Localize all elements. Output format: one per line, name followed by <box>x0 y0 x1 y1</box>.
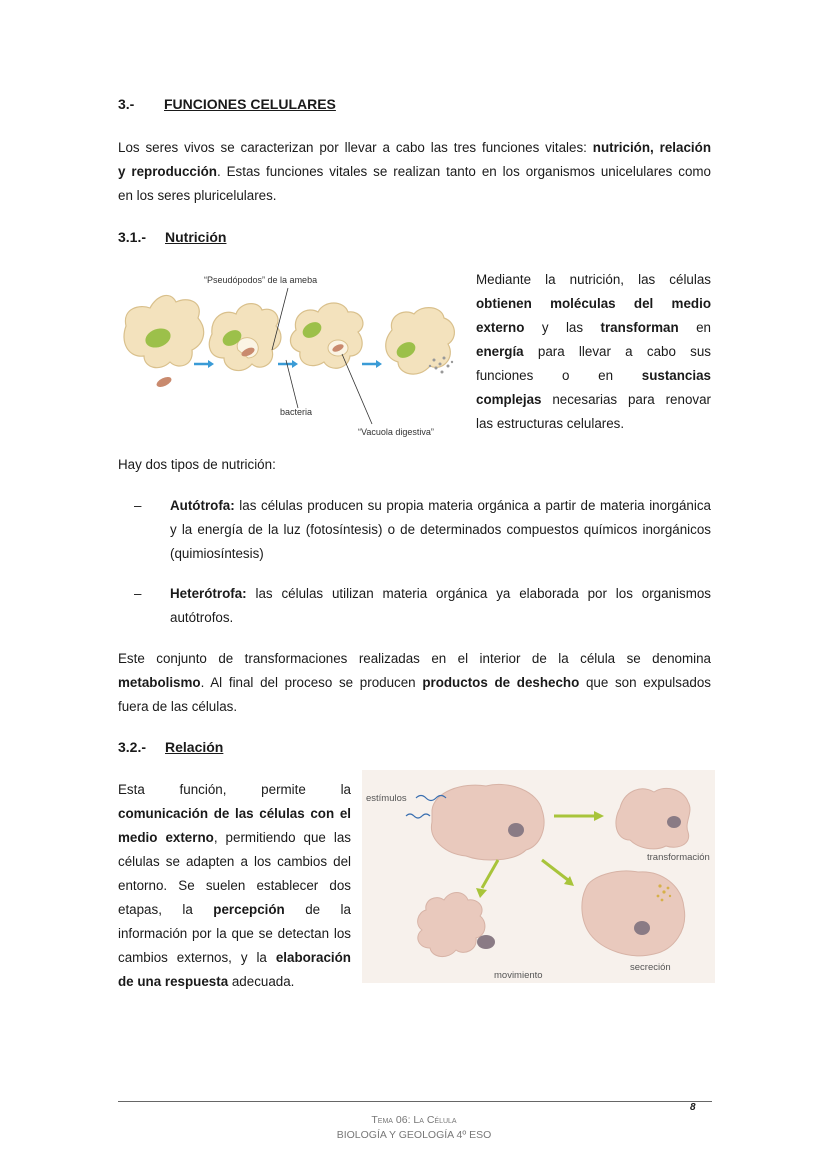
autotrofa-line-2: y la energía de la luz (fotosíntesis) o de determinados compuestos químicos inorgánicos <box>170 522 711 537</box>
text-line: energía para llevar a cabo sus <box>476 344 711 359</box>
nucleus-transformation <box>667 816 681 828</box>
amoeba-cell-4 <box>386 308 455 375</box>
amoeba-cell-2 <box>209 304 281 371</box>
text-line: complejas necesarias para renovar <box>476 392 711 407</box>
nucleus-secretion <box>634 921 650 935</box>
text-line: información por la que se detectan los <box>118 926 351 941</box>
subsection-heading-relacion: 3.2.- Relación <box>118 739 224 755</box>
label-bacteria: bacteria <box>280 407 313 417</box>
metab-line-2: metabolismo. Al final del proceso se producen productos de deshecho que son expulsados <box>118 675 712 690</box>
section-title: FUNCIONES CELULARES <box>164 96 336 112</box>
intro-line-1: Los seres vivos se caracterizan por llevar a cabo las tres funciones vitales: nutrición, relación <box>118 140 712 155</box>
text-line: las estructuras celulares. <box>476 416 625 431</box>
footer-subject: BIOLOGÍA Y GEOLOGÍA 4º ESO <box>336 1129 492 1141</box>
heterotrofa-line-2: autótrofos. <box>170 610 234 625</box>
text-line: de una respuesta adecuada. <box>118 974 295 989</box>
heterotrofa-line-1: Heterótrofa: las células utilizan materia orgánica ya elaborada por los organismos <box>170 586 711 601</box>
section-heading <box>118 96 336 112</box>
label-pseudopodos: “Pseudópodos” de la ameba <box>204 275 318 285</box>
text-line: Esta función, permite la <box>118 782 351 797</box>
nucleus-top <box>508 823 524 837</box>
bullet-dash-1: – <box>134 498 142 513</box>
text-line: entorno. Se suelen establecer dos <box>118 878 351 893</box>
autotrofa-line-3: (quimiosíntesis) <box>170 546 264 561</box>
bacteria-outside <box>155 375 173 389</box>
metab-line-1: Este conjunto de transformaciones realizadas en el interior de la célula se denomina <box>118 651 711 666</box>
label-transformacion: transformación <box>647 852 710 863</box>
types-intro: Hay dos tipos de nutrición: <box>118 457 276 472</box>
text-line: etapas, la percepción de la <box>118 902 351 917</box>
text-line: medio externo, permitiendo que las <box>118 830 352 845</box>
text-line: externo y las transforman en <box>476 320 711 335</box>
metab-line-3: fuera de las células. <box>118 699 238 714</box>
label-movimiento: movimiento <box>494 970 543 981</box>
label-secrecion: secreción <box>630 962 671 973</box>
nutrition-side-text <box>476 268 711 436</box>
cell-relation-figure <box>362 770 715 983</box>
amoeba-nutrition-figure <box>112 268 464 440</box>
text-line: Mediante la nutrición, las células <box>476 272 711 287</box>
page-number: 8 <box>690 1102 696 1113</box>
label-vacuola: “Vacuola digestiva” <box>358 427 434 437</box>
autotrofa-line-1: Autótrofa: las células producen su propia materia orgánica a partir de materia inorgánica <box>170 498 711 513</box>
cell-top <box>431 784 544 860</box>
text-line: cambios externos, y la elaboración <box>118 950 351 965</box>
label-estimulos: estímulos <box>366 793 407 804</box>
text-line: obtienen moléculas del medio <box>476 296 711 311</box>
text-line: células se adapten a los cambios del <box>118 854 351 869</box>
bullet-dash-2: – <box>134 586 142 601</box>
text-line: funciones o en sustancias <box>476 368 711 383</box>
nucleus-movement <box>477 935 495 949</box>
subsection-heading-nutricion: 3.1.- Nutrición <box>118 229 227 245</box>
section-number: 3.- <box>118 96 135 112</box>
intro-line-3: en los seres pluricelulares. <box>118 188 277 203</box>
amoeba-cell-3 <box>290 303 363 368</box>
intro-line-2: y reproducción. Estas funciones vitales se realizan tanto en los organismos unicelulares como <box>118 164 711 179</box>
cell-movement <box>418 893 485 957</box>
relacion-text <box>118 778 351 994</box>
footer-divider <box>118 1101 712 1102</box>
text-line: comunicación de las células con el <box>118 806 351 821</box>
footer-tema: Tema 06: La Célula <box>371 1114 457 1126</box>
